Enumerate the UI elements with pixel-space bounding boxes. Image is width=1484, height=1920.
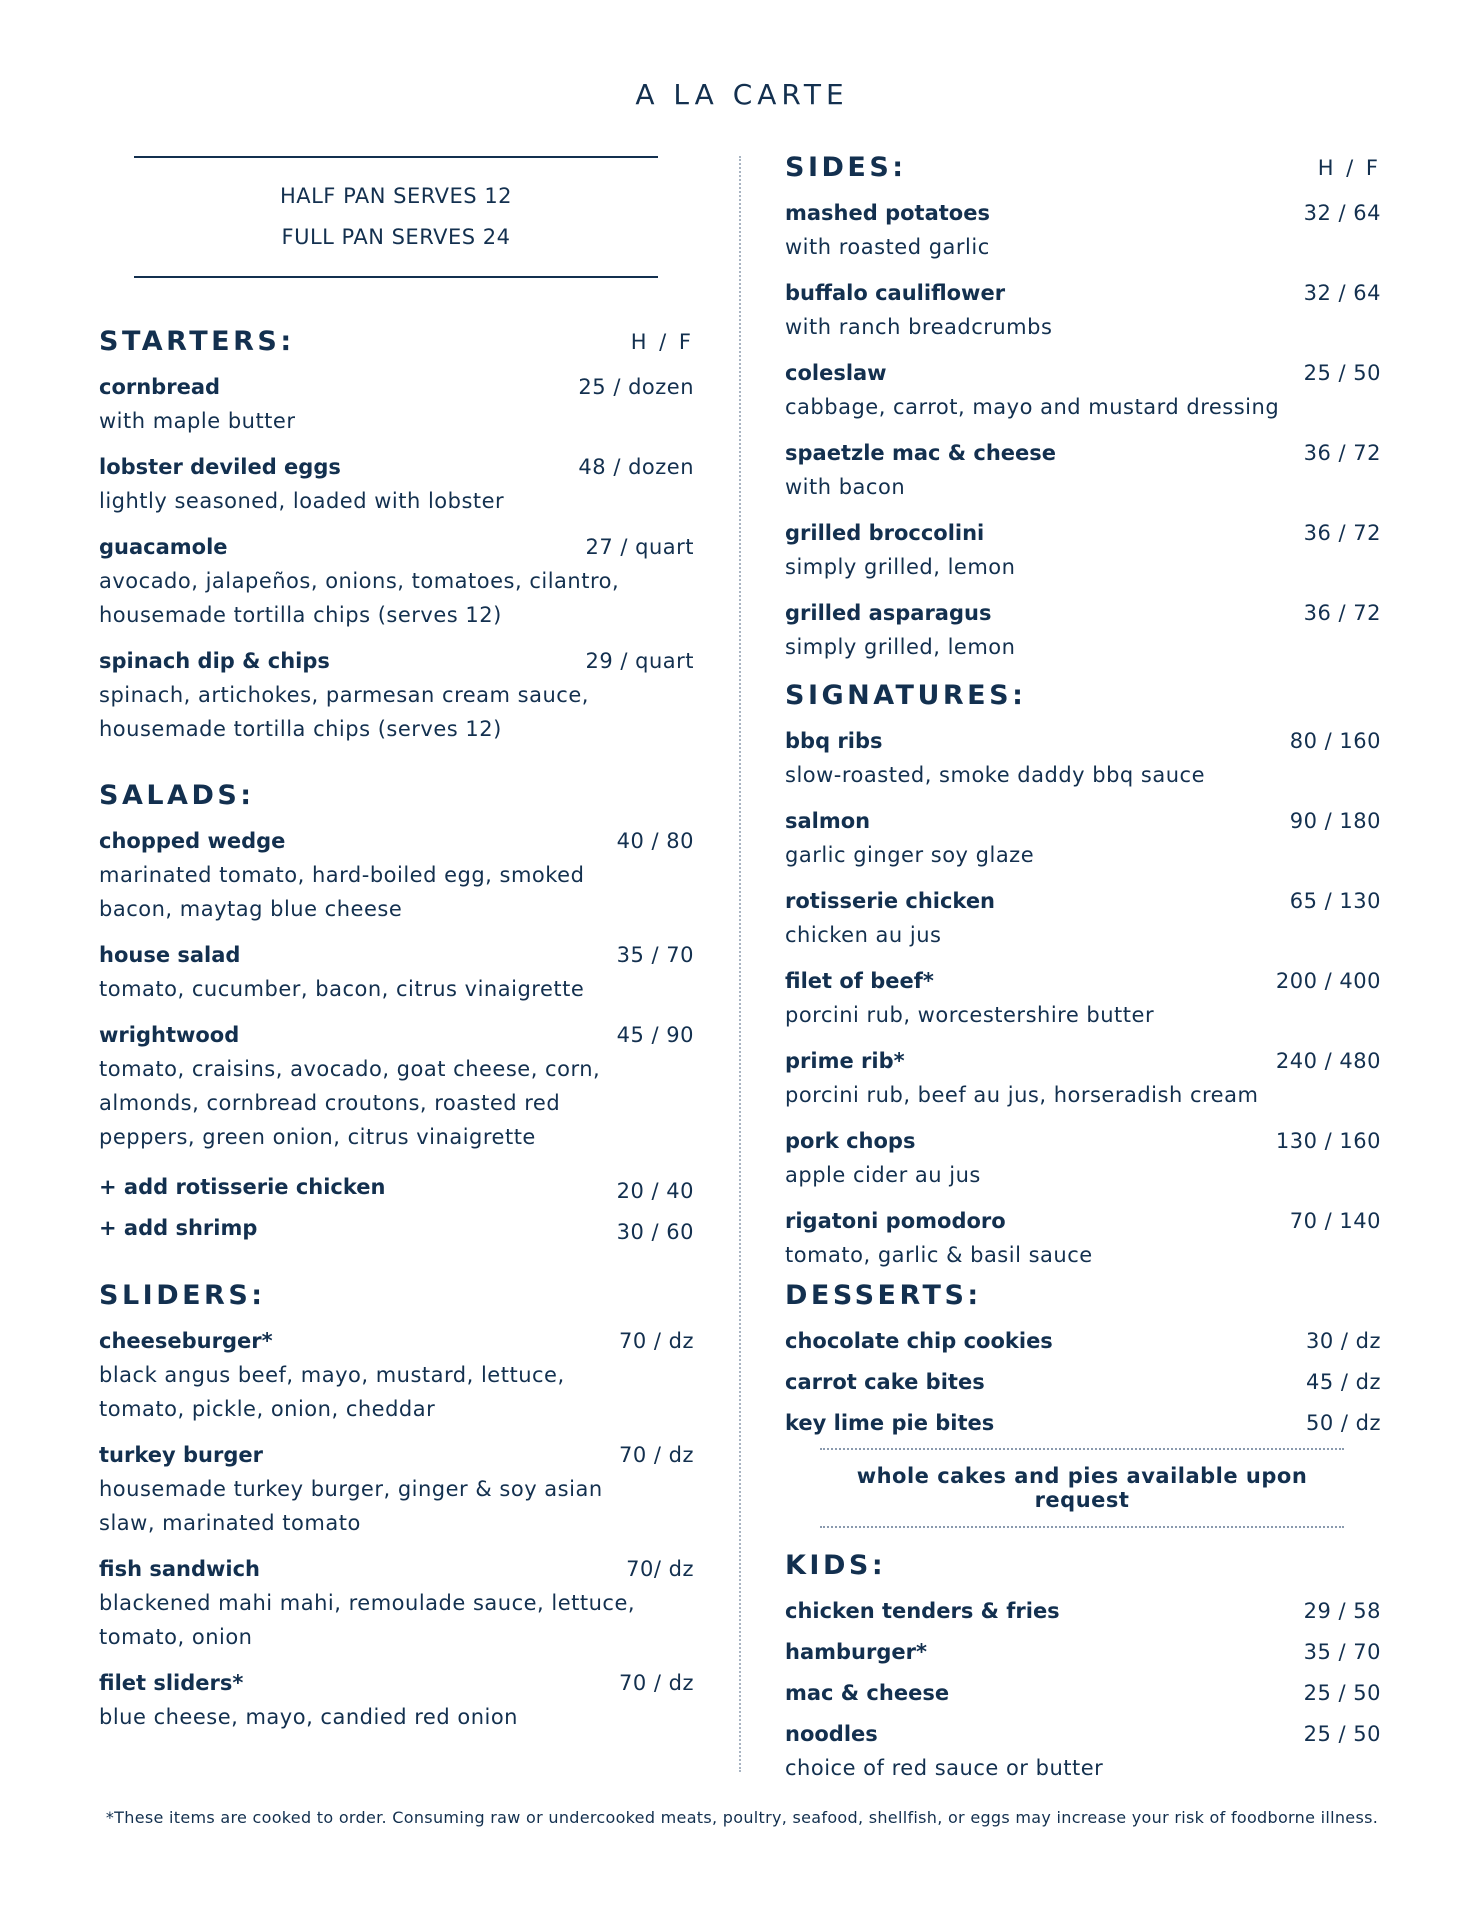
item-price: 29 / 58 [1303, 1599, 1381, 1623]
item-description: lightly seasoned, loaded with lobster [99, 489, 505, 513]
item-description: cabbage, carrot, mayo and mustard dressing [785, 395, 1280, 419]
desserts-note: whole cakes and pies available upon request [820, 1448, 1344, 1528]
item-description: housemade turkey burger, ginger & soy asian [99, 1477, 603, 1501]
section-title: SIDES: [785, 152, 907, 183]
item-price: 32 / 64 [1303, 201, 1381, 225]
item-price: 50 / dz [1305, 1411, 1381, 1435]
item-name: lobster deviled eggs [99, 455, 341, 479]
sliders-section [99, 1280, 694, 1746]
item-name: wrightwood [99, 1023, 240, 1047]
item-description: with maple butter [99, 409, 296, 433]
menu-item [99, 644, 694, 746]
sides-section [785, 152, 1381, 676]
item-price: 30 / dz [1305, 1329, 1381, 1353]
item-price: 29 / quart [585, 649, 694, 673]
menu-item [785, 1594, 1381, 1628]
page-title: A LA CARTE [635, 78, 849, 111]
item-name: fish sandwich [99, 1557, 260, 1581]
item-name: cheeseburger* [99, 1329, 273, 1353]
menu-item [785, 436, 1381, 504]
item-name: cornbread [99, 375, 221, 399]
item-name: grilled asparagus [785, 601, 992, 625]
item-name: guacamole [99, 535, 228, 559]
menu-item [99, 450, 694, 518]
item-price: 25 / 50 [1303, 1722, 1381, 1746]
item-description: choice of red sauce or butter [785, 1756, 1104, 1780]
serves-full: FULL PAN SERVES 24 [281, 225, 511, 249]
menu-item [99, 1438, 694, 1540]
item-price: 200 / 400 [1275, 969, 1381, 993]
menu-item [785, 196, 1381, 264]
item-price: 70 / 140 [1289, 1209, 1381, 1233]
item-description: simply grilled, lemon [785, 555, 1016, 579]
item-price: 45 / 90 [616, 1023, 694, 1047]
desserts-section [785, 1280, 1381, 1528]
item-name: prime rib* [785, 1049, 905, 1073]
item-price: 45 / dz [1305, 1370, 1381, 1394]
item-name: hamburger* [785, 1640, 927, 1664]
item-price: 25 / 50 [1303, 1681, 1381, 1705]
item-name: grilled broccolini [785, 521, 985, 545]
item-description: chicken au jus [785, 923, 942, 947]
section-header [785, 680, 1381, 724]
item-description: simply grilled, lemon [785, 635, 1016, 659]
item-description: tomato, garlic & basil sauce [785, 1243, 1093, 1267]
serves-half: HALF PAN SERVES 12 [279, 184, 513, 208]
menu-item [785, 1717, 1381, 1785]
item-name: bbq ribs [785, 729, 883, 753]
section-title: STARTERS: [99, 326, 295, 357]
item-name: mac & cheese [785, 1681, 950, 1705]
section-header [785, 1550, 1381, 1594]
item-name: pork chops [785, 1129, 916, 1153]
half-full-label: H / F [630, 330, 694, 354]
section-title: SALADS: [99, 780, 255, 811]
item-description: housemade tortilla chips (serves 12) [99, 717, 502, 741]
item-description: spinach, artichokes, parmesan cream sauce, [99, 683, 589, 707]
item-name: coleslaw [785, 361, 887, 385]
item-price: 80 / 160 [1289, 729, 1381, 753]
item-description: tomato, cucumber, bacon, citrus vinaigrette [99, 977, 585, 1001]
section-title: DESSERTS: [785, 1280, 982, 1311]
section-title: KIDS: [785, 1550, 887, 1581]
item-price: 90 / 180 [1289, 809, 1381, 833]
menu-item [785, 276, 1381, 344]
signatures-section [785, 680, 1381, 1284]
item-name: rotisserie chicken [785, 889, 996, 913]
section-title: SLIDERS: [99, 1280, 266, 1311]
menu-item [785, 1044, 1381, 1112]
item-price: 70 / dz [618, 1443, 694, 1467]
item-name: filet sliders* [99, 1671, 244, 1695]
item-name: house salad [99, 943, 241, 967]
item-price: 25 / dozen [578, 375, 694, 399]
menu-item [99, 370, 694, 438]
item-description: almonds, cornbread croutons, roasted red [99, 1091, 561, 1115]
addon-item [99, 1170, 694, 1211]
item-name: salmon [785, 809, 871, 833]
menu-item [785, 1124, 1381, 1192]
addon-price: 20 / 40 [616, 1179, 694, 1203]
item-name: spaetzle mac & cheese [785, 441, 1057, 465]
item-description: porcini rub, worcestershire butter [785, 1003, 1155, 1027]
item-description: tomato, pickle, onion, cheddar [99, 1397, 436, 1421]
menu-item [99, 1324, 694, 1426]
menu-item [99, 1552, 694, 1654]
item-description: peppers, green onion, citrus vinaigrette [99, 1125, 536, 1149]
item-price: 70/ dz [626, 1557, 694, 1581]
item-price: 32 / 64 [1303, 281, 1381, 305]
menu-item [785, 1676, 1381, 1710]
item-price: 36 / 72 [1303, 601, 1381, 625]
column-divider [739, 156, 741, 1772]
menu-item [785, 1406, 1381, 1440]
item-description: with roasted garlic [785, 235, 990, 259]
item-price: 240 / 480 [1275, 1049, 1381, 1073]
item-name: turkey burger [99, 1443, 263, 1467]
item-price: 35 / 70 [1303, 1640, 1381, 1664]
menu-item [785, 516, 1381, 584]
item-description: apple cider au jus [785, 1163, 981, 1187]
item-name: rigatoni pomodoro [785, 1209, 1006, 1233]
kids-section [785, 1550, 1381, 1792]
item-name: carrot cake bites [785, 1370, 985, 1394]
menu-item [785, 724, 1381, 792]
menu-item [99, 1018, 694, 1154]
menu-item [785, 884, 1381, 952]
item-description: garlic ginger soy glaze [785, 843, 1035, 867]
item-name: noodles [785, 1722, 878, 1746]
item-price: 70 / dz [618, 1671, 694, 1695]
menu-item [785, 356, 1381, 424]
item-description: slow-roasted, smoke daddy bbq sauce [785, 763, 1206, 787]
item-description: with bacon [785, 475, 906, 499]
menu-item [785, 1324, 1381, 1358]
item-name: mashed potatoes [785, 201, 990, 225]
item-name: chocolate chip cookies [785, 1329, 1053, 1353]
menu-item [785, 596, 1381, 664]
item-description: bacon, maytag blue cheese [99, 897, 403, 921]
item-description: porcini rub, beef au jus, horseradish cream [785, 1083, 1259, 1107]
item-price: 36 / 72 [1303, 441, 1381, 465]
item-price: 48 / dozen [578, 455, 694, 479]
item-description: tomato, onion [99, 1625, 253, 1649]
item-description: blackened mahi mahi, remoulade sauce, lettuce, [99, 1591, 636, 1615]
serves-box [134, 156, 658, 278]
addon-name: + add rotisserie chicken [99, 1175, 386, 1199]
item-price: 130 / 160 [1275, 1129, 1381, 1153]
item-name: filet of beef* [785, 969, 934, 993]
section-header [99, 326, 694, 370]
item-name: key lime pie bites [785, 1411, 995, 1435]
item-name: chopped wedge [99, 829, 286, 853]
item-price: 36 / 72 [1303, 521, 1381, 545]
item-price: 35 / 70 [616, 943, 694, 967]
item-description: tomato, craisins, avocado, goat cheese, corn, [99, 1057, 601, 1081]
menu-item [99, 938, 694, 1006]
addon-price: 30 / 60 [616, 1220, 694, 1244]
item-description: with ranch breadcrumbs [785, 315, 1053, 339]
section-header [99, 780, 694, 824]
menu-item [99, 824, 694, 926]
section-header [785, 152, 1381, 196]
item-price: 40 / 80 [616, 829, 694, 853]
addon-item [99, 1211, 694, 1252]
item-description: avocado, jalapeños, onions, tomatoes, cilantro, [99, 569, 620, 593]
item-description: blue cheese, mayo, candied red onion [99, 1705, 518, 1729]
starters-section [99, 326, 694, 758]
item-price: 65 / 130 [1289, 889, 1381, 913]
section-header [785, 1280, 1381, 1324]
menu-item [785, 1204, 1381, 1272]
salads-section [99, 780, 694, 1252]
item-description: black angus beef, mayo, mustard, lettuce, [99, 1363, 565, 1387]
menu-item [99, 530, 694, 632]
item-description: marinated tomato, hard-boiled egg, smoked [99, 863, 585, 887]
item-price: 27 / quart [585, 535, 694, 559]
item-price: 70 / dz [618, 1329, 694, 1353]
half-full-label: H / F [1317, 156, 1381, 180]
menu-item [785, 1635, 1381, 1669]
section-header [99, 1280, 694, 1324]
menu-item [785, 964, 1381, 1032]
item-name: chicken tenders & fries [785, 1599, 1060, 1623]
section-title: SIGNATURES: [785, 680, 1027, 711]
item-name: spinach dip & chips [99, 649, 330, 673]
addon-name: + add shrimp [99, 1216, 258, 1240]
footnote: *These items are cooked to order. Consuming raw or undercooked meats, poultry, seafood, shellfish, or eggs may increase your risk of foodborne illness. [105, 1808, 1379, 1827]
item-name: buffalo cauliflower [785, 281, 1006, 305]
menu-item [99, 1666, 694, 1734]
menu-item [785, 804, 1381, 872]
item-description: slaw, marinated tomato [99, 1511, 361, 1535]
item-description: housemade tortilla chips (serves 12) [99, 603, 502, 627]
item-price: 25 / 50 [1303, 361, 1381, 385]
menu-item [785, 1365, 1381, 1399]
